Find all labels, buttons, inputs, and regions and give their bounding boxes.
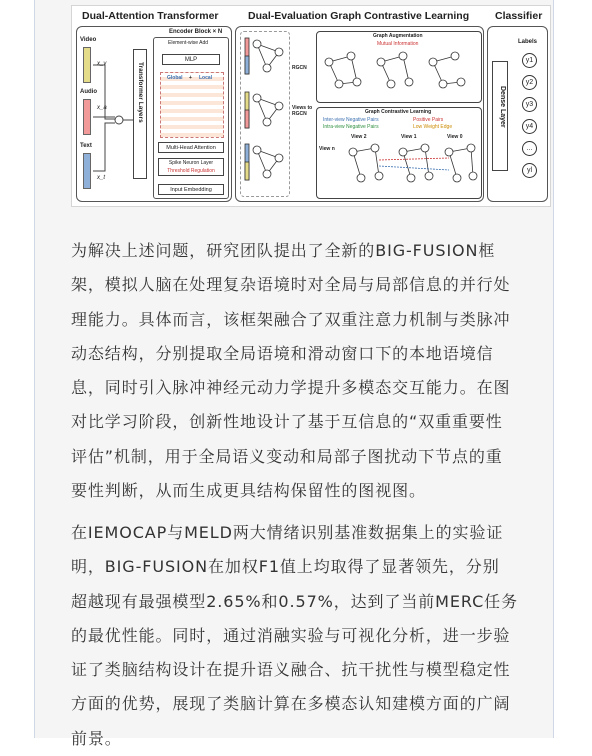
- view-2-label: View 2: [351, 134, 367, 140]
- input-graph-drawings: [241, 32, 289, 196]
- rgcn-label: RGCN: [292, 65, 307, 71]
- paragraph-1-line: 对比学习阶段，创新性地设计了基于互信息的“双重重要性: [71, 412, 503, 432]
- label-y2: y2: [522, 75, 537, 90]
- dense-layer-box: Dense Layer: [492, 61, 508, 171]
- paragraph-1-line: 要性判断，从而生成更具结构保留性的图视图。: [71, 481, 426, 501]
- graph-augmentation-box: [316, 31, 482, 103]
- local-label: Local: [199, 75, 213, 81]
- labels-title: Labels: [518, 39, 538, 45]
- transformer-layers-box: Transformer Layers: [133, 49, 147, 179]
- video-label: Video: [80, 37, 97, 43]
- paragraph-2-line: 前景。: [71, 728, 122, 748]
- graph-augmentation-label: Graph Augmentation: [373, 33, 423, 39]
- text-feature-bar: [83, 153, 91, 189]
- legend-positive: Positive Pairs: [413, 117, 444, 123]
- view-n-label: View n: [319, 146, 335, 152]
- view-0-label: View 0: [447, 134, 463, 140]
- input-embedding-box: Input Embedding: [158, 184, 224, 195]
- encoder-block: [153, 37, 229, 199]
- label-y1: y1: [522, 53, 537, 68]
- graph-contrastive-box: [316, 107, 482, 199]
- dual-attention-title: Dual-Attention Transformer: [82, 10, 219, 22]
- paragraph-2-line: 明，BIG-FUSION在加权F1值上均取得了显著领先，分别: [71, 557, 500, 577]
- dual-evaluation-panel: [235, 26, 484, 202]
- architecture-figure: [71, 5, 551, 207]
- paragraph-1-line: 为解决上述问题，研究团队提出了全新的BIG-FUSION框: [71, 241, 496, 260]
- graph-contrastive-label: Graph Contrastive Learning: [365, 109, 432, 115]
- classifier-title: Classifier: [495, 10, 543, 22]
- audio-feature-bar: [83, 99, 91, 135]
- plus-label: +: [189, 75, 192, 81]
- mlp-box: MLP: [162, 54, 220, 65]
- article-column: [34, 0, 554, 748]
- element-wise-add: Element-wise Add: [168, 40, 209, 46]
- label-y3: y3: [522, 97, 537, 112]
- global-label: Global: [167, 75, 183, 81]
- audio-var: x_a: [97, 105, 107, 111]
- paragraph-1: [71, 234, 533, 508]
- views-rgcn-label: Views to RGCN: [292, 105, 313, 117]
- label-y4: y4: [522, 119, 537, 134]
- text-label: Text: [80, 143, 92, 149]
- legend-intra-neg: Intra-view Negative Pairs: [323, 124, 379, 130]
- video-feature-bar: [83, 47, 91, 83]
- video-var: x_v: [97, 61, 107, 67]
- paragraph-1-line: 架，模拟人脑在处理复杂语境时对全局与局部信息的并行处: [71, 275, 511, 295]
- dual-attention-panel: [76, 26, 232, 202]
- mutual-information-label: Mutual Information: [377, 41, 419, 47]
- label-ellipsis: ...: [522, 141, 537, 156]
- paragraph-1-line: 评估”机制，用于全局语义变动和局部子图扰动下节点的重: [71, 446, 503, 466]
- legend-inter-neg: Inter-view Negative Pairs: [323, 117, 379, 123]
- view-1-label: View 1: [401, 134, 417, 140]
- paragraph-2-line: 方面的优势，展现了类脑计算在多模态认知建模方面的广阔: [71, 694, 511, 714]
- merge-arrows: [91, 47, 133, 187]
- paragraph-2-line: 的最优性能。同时，通过消融实验与可视化分析，进一步验: [71, 625, 511, 645]
- encoder-block-label: Encoder Block × N: [169, 29, 223, 35]
- spike-neuron-box: Spike Neuron Layer Threshold Regulation: [158, 158, 224, 176]
- paragraph-2: [71, 516, 533, 756]
- classifier-panel: [487, 26, 548, 202]
- input-graphs: [240, 31, 290, 197]
- text-var: x_t: [97, 175, 106, 181]
- audio-label: Audio: [80, 89, 97, 95]
- dual-evaluation-title: Dual-Evaluation Graph Contrastive Learning: [248, 10, 470, 22]
- legend-low-weight: Low Weight Edge: [413, 124, 453, 130]
- attention-matrix: [160, 72, 224, 138]
- paragraph-2-line: 超越现有最强模型2.65%和0.57%，达到了当前MERC任务: [71, 591, 518, 611]
- paragraph-1-line: 息，同时引入脉冲神经元动力学提升多模态交互能力。在图: [71, 378, 511, 398]
- paragraph-1-line: 理能力。具体而言，该框架融合了双重注意力机制与类脉冲: [71, 309, 511, 329]
- paragraph-2-line: 在IEMOCAP与MELD两大情绪识别基准数据集上的实验证: [71, 523, 504, 542]
- paragraph-2-line: 证了类脑结构设计在提升语义融合、抗干扰性与模型稳定性: [71, 660, 511, 680]
- multi-head-attention-box: Multi-Head Attention: [158, 142, 224, 153]
- paragraph-1-line: 动态结构，分别提取全局语境和滑动窗口下的本地语境信: [71, 343, 494, 363]
- label-yl: yl: [522, 163, 537, 178]
